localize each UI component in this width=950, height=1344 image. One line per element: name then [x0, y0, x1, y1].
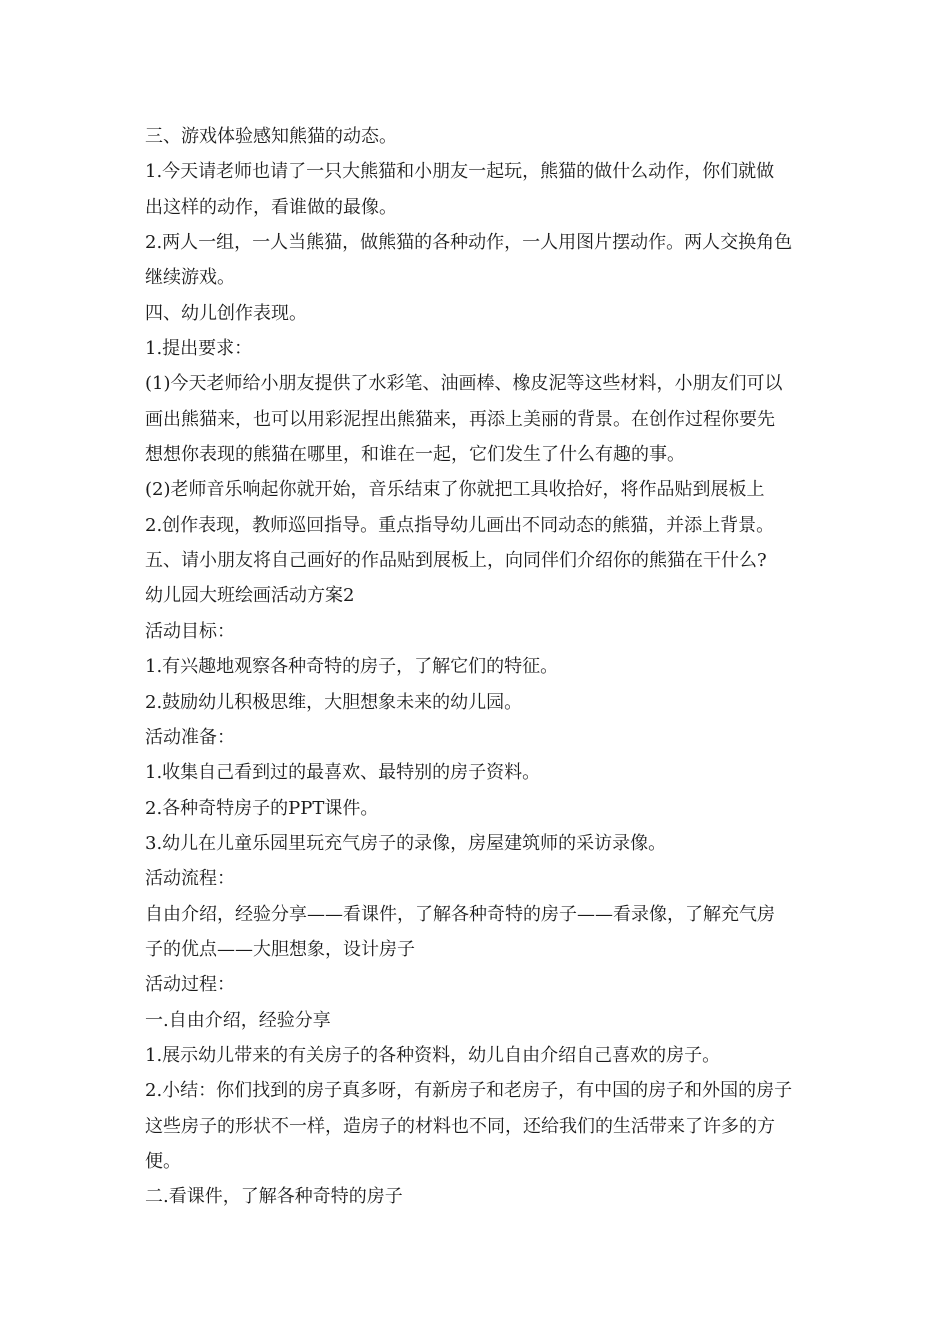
text-line: (1)今天老师给小朋友提供了水彩笔、油画棒、橡皮泥等这些材料，小朋友们可以: [145, 373, 783, 395]
text-line: 便。: [145, 1150, 181, 1172]
section-title: 幼儿园大班绘画活动方案2: [145, 585, 355, 607]
text-line: 子的优点——大胆想象，设计房子: [145, 938, 415, 960]
text-line: 2.鼓励幼儿积极思维，大胆想象未来的幼儿园。: [145, 691, 523, 713]
document-page: [145, 119, 810, 1215]
text-line: 这些房子的形状不一样，造房子的材料也不同，还给我们的生活带来了许多的方: [145, 1115, 775, 1137]
text-line: 2.创作表现，教师巡回指导。重点指导幼儿画出不同动态的熊猫，并添上背景。: [145, 514, 775, 536]
text-line: 活动目标：: [145, 620, 235, 642]
text-line: 继续游戏。: [145, 267, 235, 289]
text-line: 1.今天请老师也请了一只大熊猫和小朋友一起玩，熊猫的做什么动作，你们就做: [145, 161, 775, 183]
text-line: 3.幼儿在儿童乐园里玩充气房子的录像，房屋建筑师的采访录像。: [145, 832, 667, 854]
text-line: 2.小结：你们找到的房子真多呀，有新房子和老房子，有中国的房子和外国的房子: [145, 1080, 793, 1102]
text-line: 活动过程：: [145, 974, 235, 996]
text-line: 1.展示幼儿带来的有关房子的各种资料，幼儿自由介绍自己喜欢的房子。: [145, 1044, 721, 1066]
text-line: 三、游戏体验感知熊猫的动态。: [145, 126, 397, 147]
text-line: 1.有兴趣地观察各种奇特的房子，了解它们的特征。: [145, 656, 559, 678]
text-line: 2.两人一组，一人当熊猫，做熊猫的各种动作，一人用图片摆动作。两人交换角色: [145, 232, 793, 254]
text-line: 活动准备：: [145, 726, 235, 748]
text-line: 四、幼儿创作表现。: [145, 302, 307, 324]
text-line: 想想你表现的熊猫在哪里，和谁在一起，它们发生了什么有趣的事。: [145, 444, 685, 466]
text-line: 活动流程：: [145, 868, 235, 890]
text-line: 一.自由介绍，经验分享: [145, 1009, 331, 1031]
text-line: 自由介绍，经验分享——看课件，了解各种奇特的房子——看录像，了解充气房: [145, 903, 775, 925]
text-line: 画出熊猫来，也可以用彩泥捏出熊猫来，再添上美丽的背景。在创作过程你要先: [145, 408, 775, 430]
text-line: 五、请小朋友将自己画好的作品贴到展板上，向同伴们介绍你的熊猫在干什么?: [145, 550, 767, 572]
text-line: 2.各种奇特房子的PPT课件。: [145, 797, 379, 819]
text-line: 出这样的动作，看谁做的最像。: [145, 196, 397, 218]
text-line: 二.看课件，了解各种奇特的房子: [145, 1186, 403, 1208]
text-line: 1.提出要求：: [145, 338, 253, 360]
text-line: (2)老师音乐响起你就开始，音乐结束了你就把工具收拾好，将作品贴到展板上: [145, 479, 765, 501]
text-line: 1.收集自己看到过的最喜欢、最特别的房子资料。: [145, 762, 541, 784]
